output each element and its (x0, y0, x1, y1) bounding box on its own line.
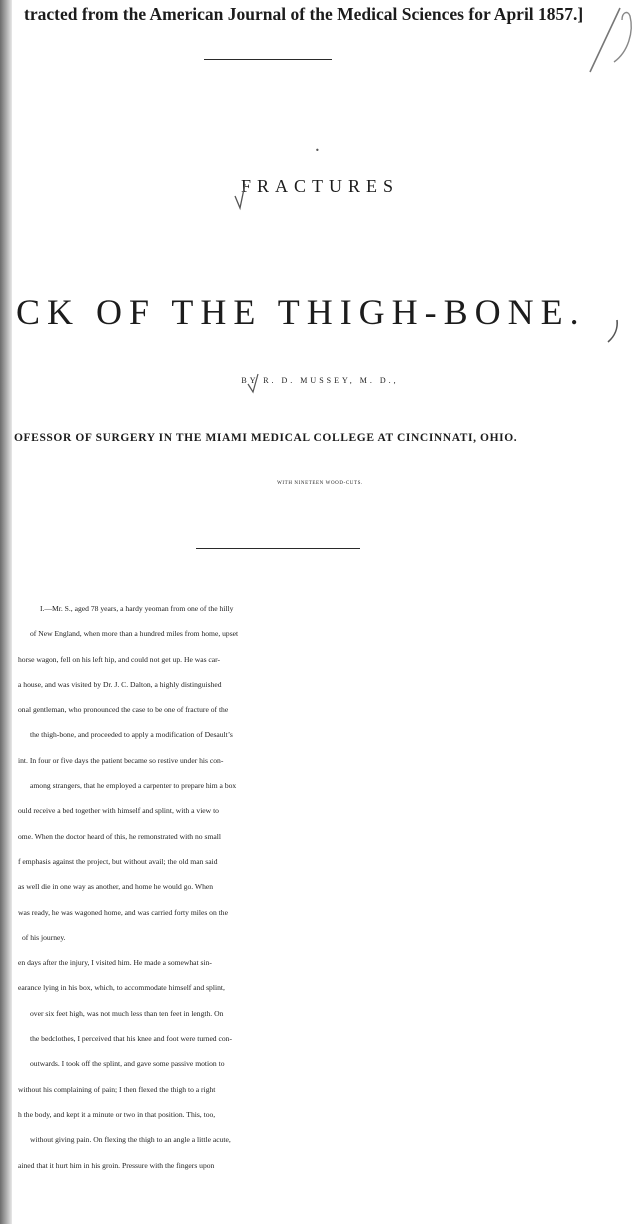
body-line: ome. When the doctor heard of this, he remonstrated with no small (18, 831, 221, 841)
body-line: without his complaining of pain; I then flexed the thigh to a right (18, 1084, 216, 1094)
body-line: horse wagon, fell on his left hip, and could not get up. He was car- (18, 654, 221, 664)
body-line: onal gentleman, who pronounced the case to be one of fracture of the (18, 705, 229, 715)
section-rule (196, 548, 360, 549)
title-subject: CK OF THE THIGH-BONE. (16, 292, 586, 332)
header-rule (204, 59, 332, 60)
body-line: ould receive a bed together with himself and splint, with a view to (18, 806, 219, 816)
body-line: a house, and was visited by Dr. J. C. Dalton, a highly distinguished (18, 679, 222, 689)
body-line: as well die in one way as another, and home he would go. When (18, 882, 214, 892)
pencil-slash-mark (584, 2, 636, 76)
running-header: tracted from the American Journal of the Medical Sciences for April 1857.] (24, 4, 584, 24)
pencil-check-mark-2 (246, 372, 260, 396)
body-line: outwards. I took off the splint, and gave some passive motion to (30, 1059, 225, 1069)
body-line: the thigh-bone, and proceeded to apply a modification of Desault’s (30, 730, 233, 740)
body-line: h the body, and kept it a minute or two in that position. This, too, (18, 1109, 216, 1119)
body-line: f emphasis against the project, but without avail; the old man said (18, 856, 218, 866)
body-line: among strangers, that he employed a carpenter to prepare him a box (30, 781, 237, 791)
author-affiliation: OFESSOR OF SURGERY IN THE MIAMI MEDICAL COLLEGE AT CINCINNATI, OHIO. (14, 432, 518, 444)
body-line: ained that it hurt him in his groin. Pressure with the fingers upon (18, 1160, 215, 1170)
pencil-dot-mark: • (315, 146, 320, 155)
body-line: without giving pain. On flexing the thigh to an angle a little acute, (30, 1135, 231, 1145)
pencil-comma-mark (605, 318, 621, 344)
title-fractures: FRACTURES (240, 176, 400, 196)
body-text (18, 596, 638, 1178)
body-line: of his journey. (22, 932, 66, 942)
body-line: I.—Mr. S., aged 78 years, a hardy yeoman from one of the hilly (40, 604, 234, 613)
body-line: en days after the injury, I visited him. He made a somewhat sin- (18, 958, 212, 968)
illustration-note: WITH NINETEEN WOOD-CUTS. (277, 481, 363, 486)
body-line: was ready, he was wagoned home, and was carried forty miles on the (18, 907, 228, 917)
body-line: of New England, when more than a hundred miles from home, upset (30, 629, 239, 639)
byline: BY R. D. MUSSEY, M. D., (241, 376, 399, 385)
body-line: the bedclothes, I perceived that his knee and foot were turned con- (30, 1034, 232, 1044)
body-line: over six feet high, was not much less than ten feet in length. On (30, 1008, 224, 1018)
body-line: earance lying in his box, which, to accommodate himself and splint, (18, 983, 225, 993)
pencil-check-mark (233, 182, 247, 212)
body-line: int. In four or five days the patient became so restive under his con- (18, 755, 224, 765)
